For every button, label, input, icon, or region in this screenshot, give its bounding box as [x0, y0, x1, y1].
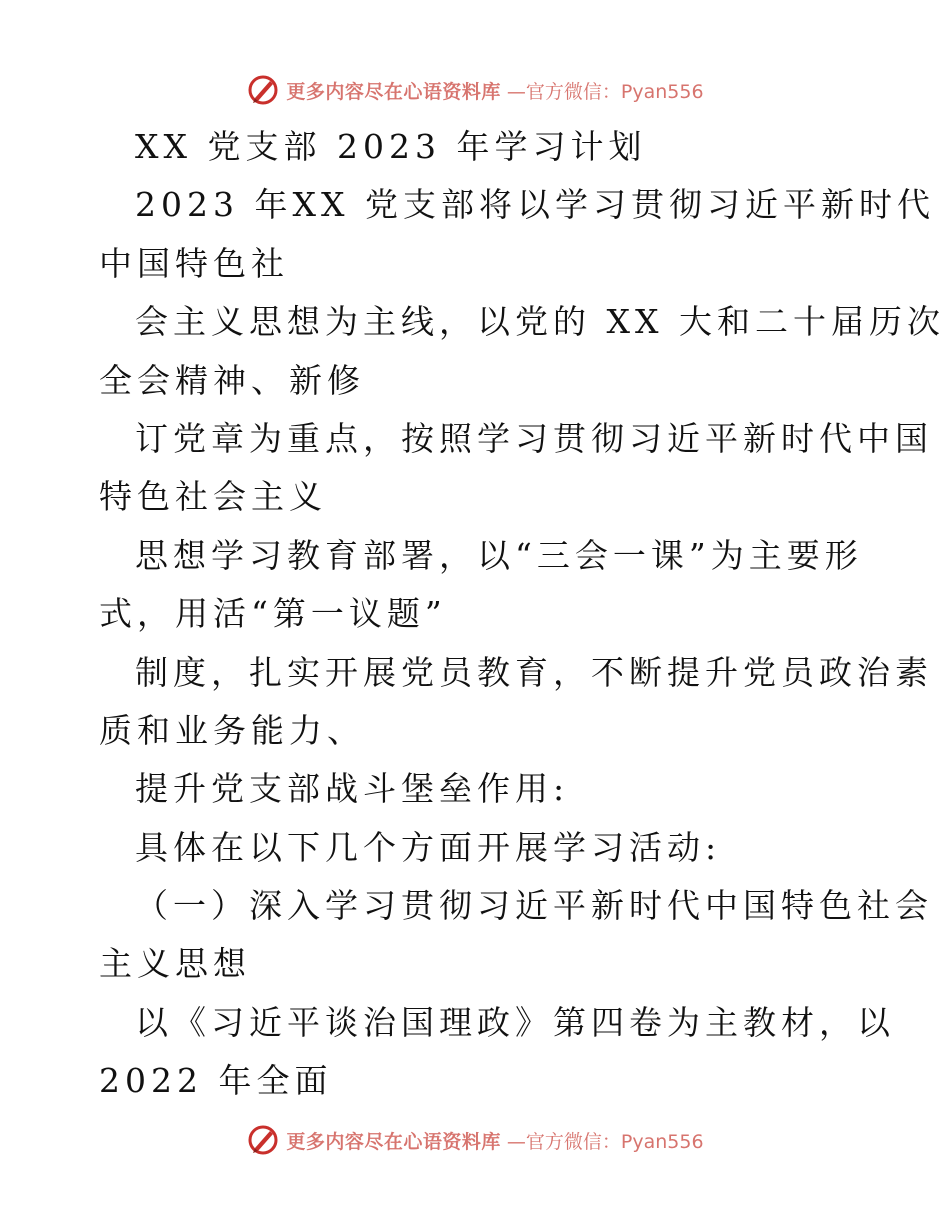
- footer-watermark-banner: [0, 1120, 950, 1160]
- paragraph-line: 质和业务能力、: [99, 710, 365, 750]
- paragraph-line: 式，用活“第一议题”: [99, 594, 447, 634]
- section-heading: （一）深入学习贯彻习近平新时代中国特色社会: [135, 886, 933, 926]
- pen-logo-icon: [246, 73, 280, 107]
- banner-contact-text: —官方微信：Pyan556: [506, 80, 704, 103]
- paragraph-line: 思想学习教育部署，以“三会一课”为主要形: [135, 535, 863, 575]
- paragraph-line: 会主义思想为主线，以党的 XX 大和二十届历次: [135, 302, 945, 342]
- paragraph-line: 2023 年XX 党支部将以学习贯彻习近平新时代: [135, 185, 935, 225]
- banner-contact-text: —官方微信：Pyan556: [506, 1130, 704, 1153]
- paragraph-line: 以《习近平谈治国理政》第四卷为主教材，以: [135, 1002, 895, 1042]
- section-heading-continued: 主义思想: [99, 944, 251, 984]
- paragraph-line: 中国特色社: [99, 243, 289, 283]
- document-title: XX 党支部 2023 年学习计划: [135, 127, 647, 166]
- paragraph-line: 订党章为重点，按照学习贯彻习近平新时代中国: [135, 418, 933, 458]
- paragraph-line: 提升党支部战斗堡垒作用:: [135, 769, 570, 809]
- pen-logo-icon: [246, 1123, 280, 1157]
- paragraph-line: 特色社会主义: [99, 477, 327, 517]
- paragraph-line: 全会精神、新修: [99, 360, 365, 400]
- paragraph-line: 具体在以下几个方面开展学习活动:: [135, 827, 722, 867]
- document-body: [99, 118, 945, 1111]
- header-watermark-banner: [0, 70, 950, 110]
- paragraph-line: 2022 年全面: [99, 1061, 333, 1101]
- banner-brand-text: 更多内容尽在心语资料库: [286, 1130, 501, 1153]
- banner-brand-text: 更多内容尽在心语资料库: [286, 80, 501, 103]
- paragraph-line: 制度，扎实开展党员教育，不断提升党员政治素: [135, 652, 933, 692]
